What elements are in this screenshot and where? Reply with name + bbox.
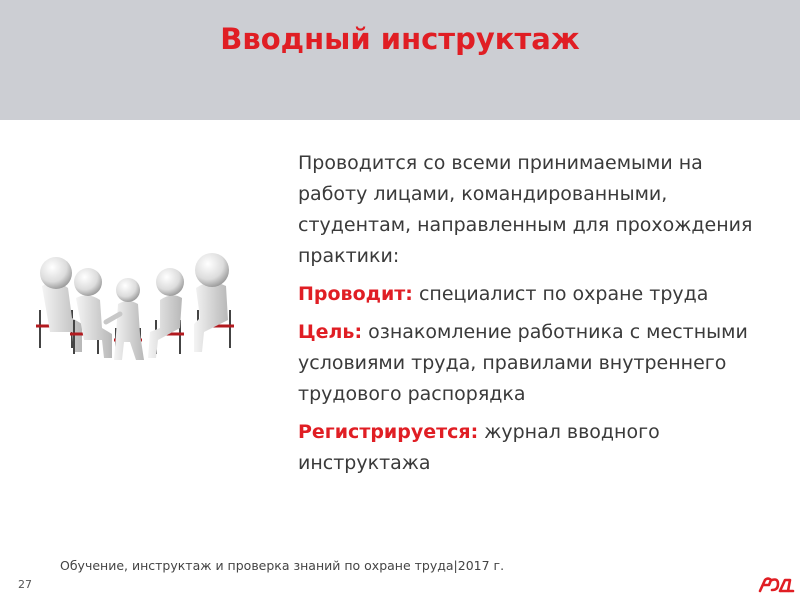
people-meeting-icon [28, 248, 248, 368]
list-item [298, 317, 778, 410]
header-band [0, 0, 800, 120]
item-label: Проводит: [298, 283, 413, 305]
page-title: Вводный инструктаж [220, 22, 580, 56]
item-label: Цель: [298, 321, 363, 343]
item-text: журнал вводного инструктажа [298, 421, 660, 474]
list-item [298, 417, 778, 479]
footer-caption: Обучение, инструктаж и проверка знаний по охране труда|2017 г. [60, 558, 505, 573]
item-label: Регистрируется: [298, 421, 479, 443]
rzd-logo [756, 576, 796, 594]
slide-body [298, 148, 778, 486]
list-item [298, 279, 778, 310]
intro-paragraph: Проводится со всеми принимаемыми на работу лицами, командированными, студентам, направленным для прохождения практики: [298, 152, 753, 267]
page-number: 27 [18, 578, 32, 591]
item-text: ознакомление работника с местными условиями труда, правилами внутреннего трудового распорядка [298, 321, 748, 405]
item-text: специалист по охране труда [412, 283, 709, 305]
